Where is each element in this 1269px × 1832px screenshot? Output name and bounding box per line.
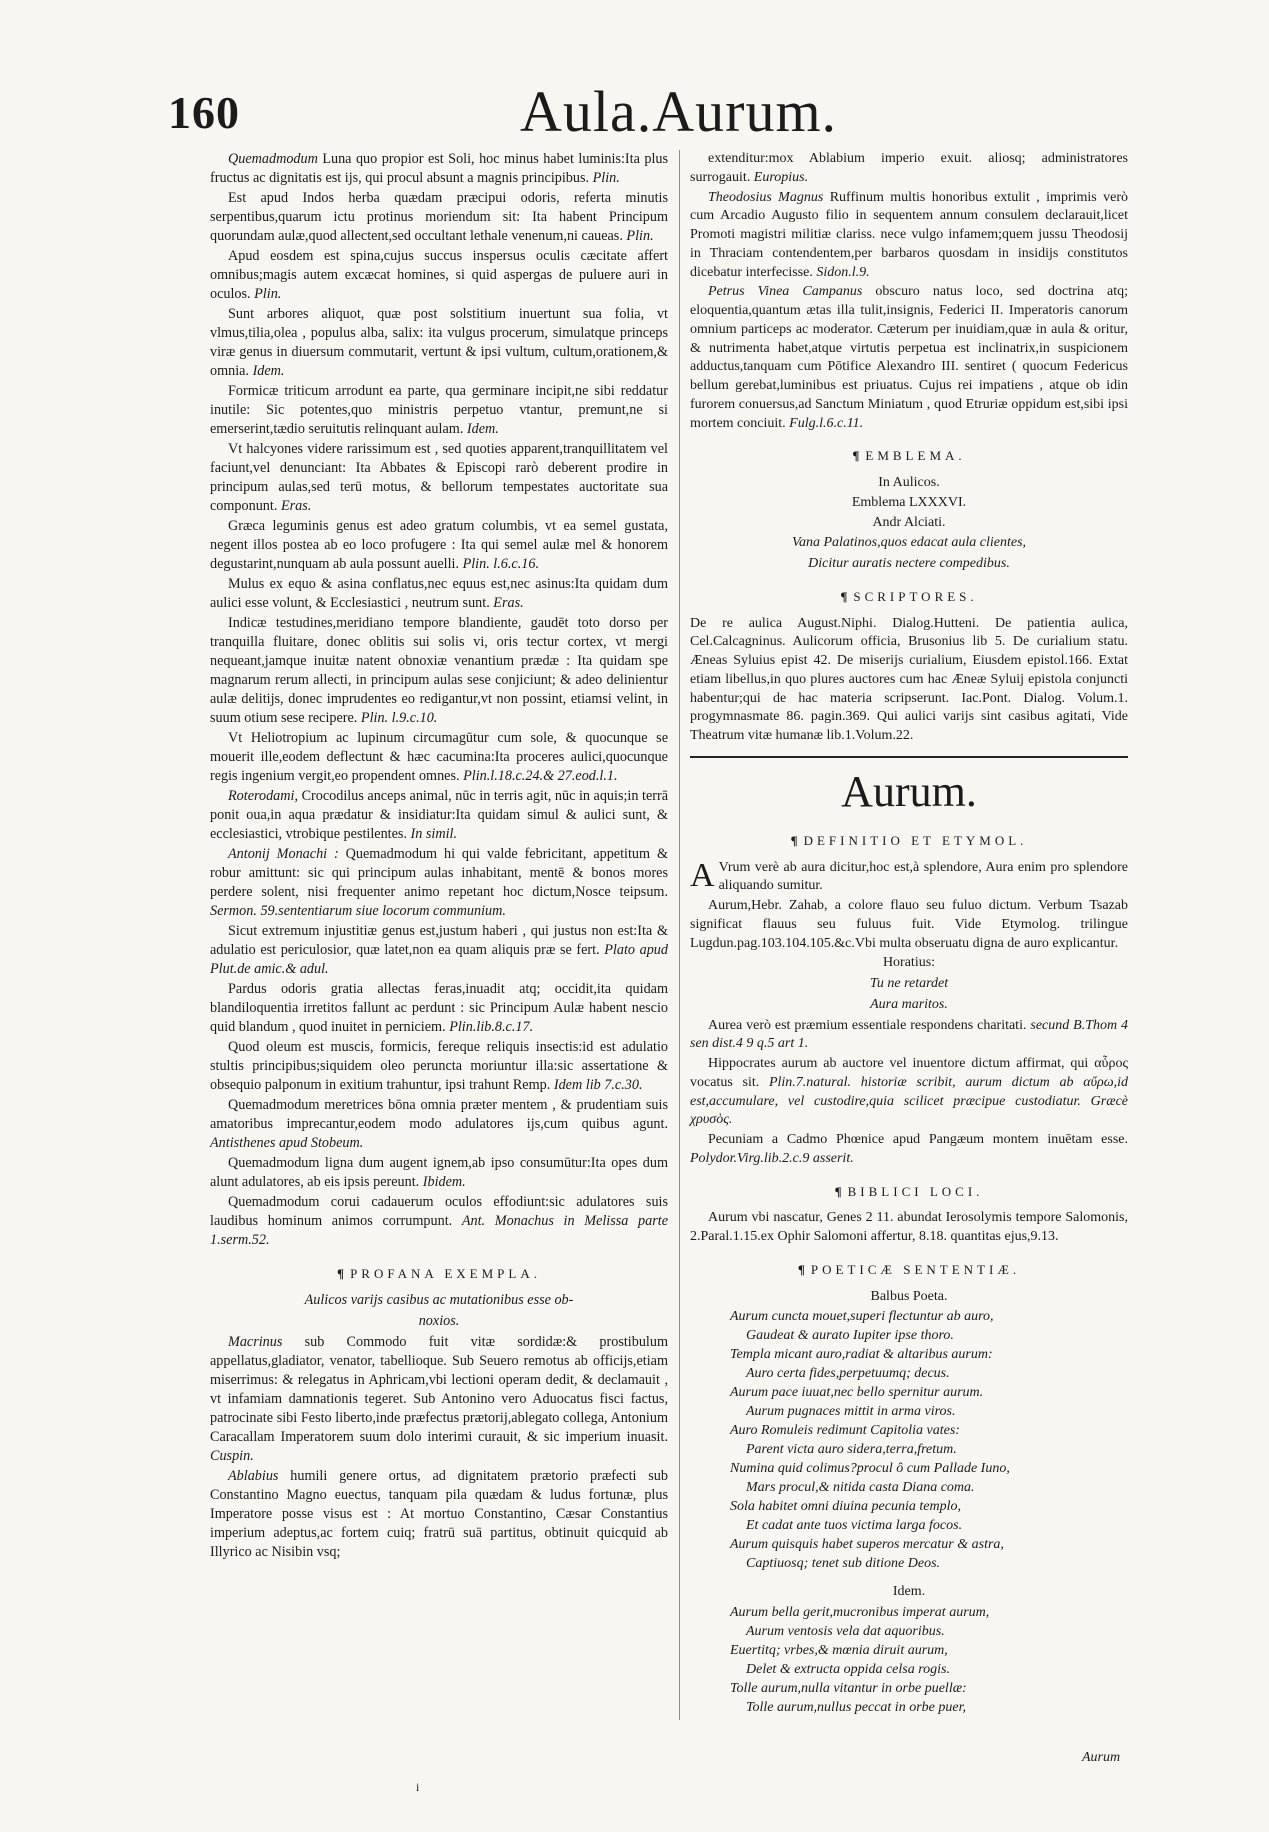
page-number: 160 <box>168 87 240 138</box>
emblema-line-1: In Aulicos. <box>878 475 940 490</box>
paragraph-text: Quod oleum est muscis, formicis, fereque reliquis insectis:id est adulatio stultis principibus;siquidem oleo peruncta moriuntur illa:sic assertatione & obsequio palponum in exitium trahuntur, ipsi trahunt Remp. <box>210 1039 668 1093</box>
section-mark-icon: ¶ <box>790 832 798 848</box>
paragraph-text: Aurea verò est præmium essentiale respondens charitati. <box>708 1017 1027 1033</box>
balbus-verse-line: Captiuosq; tenet sub ditione Deos. <box>746 1556 941 1572</box>
emblema-verse-1: Vana Palatinos,quos edacat aula clientes, <box>791 535 1027 551</box>
paragraph-text: Apud eosdem est spina,cujus succus inspersus oculis cæcitate affert omnibus;magis autem excæcat homines, si quid aspergas de puluere auri in oculos. <box>210 248 668 302</box>
paragraph-text: Sicut extremum injustitiæ genus est,justum haberi , qui justus non est:Ita & adulatio est periculosior, quæ latet,non ea quam aliquis præ se fert. <box>210 923 668 958</box>
idem-verse <box>690 1603 1128 1717</box>
paragraph-text: Quemadmodum hi qui valde febricitant, appetitum & robur amittunt: sic qui principum aulas inhabitant, mentē & bonos mores perdere solent, nisi frequenter animo repetant hoc dictum,Nosce teipsum. <box>210 846 668 900</box>
definitio-heading-text: DEFINITIO ET ETYMOL. <box>803 832 1028 848</box>
biblici-heading-text: BIBLICI LOCI. <box>847 1183 984 1199</box>
emblema-heading <box>690 447 1128 466</box>
paragraph-citation: Plin.7.natural. historiæ scribit, aurum dictum ab αὔρω,id est,accumulare, vel custodire,quia scilicet præcipue custodiatur. Græcè χρυσὸς. <box>690 1074 1129 1128</box>
paragraph-text: Vt halcyones videre rarissimum est , sed quoties apparent,tranquillitatem vel faciunt,vel denunciant: Ita Abbates & Episcopi rarò deberent prodire in principum aulas,sed terū motus, & bellorum tempestates auctoritate sua componunt. <box>210 441 668 514</box>
right-paragraphs <box>690 150 1128 433</box>
balbus-verse-line: Gaudeat & aurato Iupiter ipse thoro. <box>746 1328 954 1344</box>
paragraph-lead: Quemadmodum <box>228 151 318 167</box>
biblici-heading <box>690 1183 1128 1202</box>
paragraph-text: Est apud Indos herba quædam præcipui odoris, referta minutis serpentibus,quarum ictu protinus moriendum sit: Ita habent Principum quorundam aulæ,quod allectent,sed occultant lethale venenum,ni caueas. <box>210 190 668 244</box>
balbus-verse-line: Auro certa fides,perpetuumq; decus. <box>746 1366 950 1382</box>
aurum-paragraph <box>690 1017 1128 1055</box>
definitio-heading <box>690 832 1128 851</box>
paragraph-text: Indicæ testudines,meridiano tempore blandiente, gaudēt toto dorso per tranquilla fluitare, donec oblitis sui solis vi, oris tectur cortex, vt mergi nequeant,jamque inuitæ natent obnoxiæ venantium prædæ : Ita quidam spe magnarum rerum allecti, in principum aulas sese conjiciunt; & adeo delinientur aulæ delitijs, donec imprudentes eo redigantur,vt non possint, etiamsi velint, in suum otium sese recipere. <box>210 615 668 726</box>
aurum-paragraph <box>690 1131 1128 1169</box>
profana-subtitle-line-1: Aulicos varijs casibus ac mutationibus esse ob- <box>304 1292 574 1308</box>
paragraph-text: Quemadmodum meretrices bōna omnia præter mentem , & prudentiam suis amatoribus imprecantur,eodem modo adulatores ijs,cum quibus agunt. <box>210 1097 668 1132</box>
left-paragraph <box>210 1038 668 1095</box>
paragraph-citation: Plin. <box>592 170 620 186</box>
paragraph-lead: Ablabius <box>228 1468 279 1484</box>
balbus-verse-line: Aurum pugnaces mittit in arma viros. <box>746 1404 956 1420</box>
paragraph-citation: In simil. <box>410 826 458 842</box>
emblema-verse-2: Dicitur auratis nectere compedibus. <box>808 556 1010 571</box>
balbus-verse-line: Sola habitet omni diuina pecunia templo, <box>730 1499 961 1515</box>
column-divider <box>679 150 680 1720</box>
paragraph-citation: Plin. <box>626 228 654 244</box>
emblema-heading-text: EMBLEMA. <box>865 448 966 464</box>
aurum-paragraphs-2 <box>690 1017 1128 1169</box>
aurum-paragraph-2: Aurum,Hebr. Zahab, a colore flauo seu fuluo dictum. Verbum Tsazab significat flauus seu fuluus fuit. Vide Etymolog. trilingue Lugdun.pag.103.104.105.&c.Vbi multa obseruatu digna de auro explicantur. <box>690 898 1128 951</box>
paragraph-citation: Cuspin. <box>210 1448 254 1464</box>
balbus-verse-line: Aurum quisquis habet superos mercatur & astra, <box>730 1537 1004 1553</box>
section-mark-icon: ¶ <box>840 588 848 604</box>
section-mark-icon: ¶ <box>337 1266 345 1281</box>
paragraph-text: Ruffinum multis honoribus extulit , imprimis verò cum Arcadio Augusto filio in sequentem annum consulem declarauit,licet Promoti magistri militiæ clariss. nece vulgo infamem;quem jussu Theodosij in Thraciam contendentem,per barbaros quosdam in insidijs constitutos dicebatur interfecisse. <box>690 189 1128 280</box>
balbus-verse-line: Templa micant auro,radiat & altaribus aurum: <box>730 1347 993 1363</box>
balbus-verse-line: Numina quid colimus?procul ô cum Pallade Iuno, <box>730 1461 1010 1477</box>
profana-subtitle-line-2: noxios. <box>418 1313 460 1329</box>
drop-cap-a: A <box>690 856 715 894</box>
paragraph-lead: Petrus Vinea Campanus <box>708 284 863 300</box>
scriptores-text: De re aulica August.Niphi. Dialog.Hutteni. De patientia aulica, Cel.Calcagninus. Aulicorum officia, Brusonius lib 5. De curialium statu. Æneas Syluius epist 42. De miserijs curialium, Eiusdem epistol.166. Extat etiam libellus,in quo plures auctores cum hac Æneæ Syluij epistola conjuncti habentur;qui de hac materia scripserunt. Iac.Pont. Dialog. Volum.1. progymnasmate 86. pagin.369. Qui aulici varijs sint casibus agitati, Vide Theatrum vitæ humanæ lib.1.Volum.22. <box>690 615 1128 743</box>
idem-verse-line: Delet & extructa oppida celsa rogis. <box>746 1662 950 1677</box>
right-paragraph <box>690 150 1128 188</box>
left-paragraphs <box>210 150 668 1250</box>
profana-heading-text: PROFANA EXEMPLA. <box>350 1266 541 1281</box>
left-paragraph <box>210 189 668 246</box>
paragraph-citation: Fulg.l.6.c.11. <box>789 415 864 431</box>
paragraph-citation: Sidon.l.9. <box>816 264 870 280</box>
left-paragraph <box>210 1193 668 1250</box>
paragraph-citation: Plin. l.6.c.16. <box>462 556 540 572</box>
aurum-paragraph-1 <box>690 856 1128 897</box>
right-column <box>690 150 1128 1717</box>
paragraph-text: Quemadmodum ligna dum augent ignem,ab ipso consumūtur:Ita opes dum alunt adulatores, ab eis ipsis pereunt. <box>210 1155 668 1190</box>
paragraph-text: Pecuniam a Cadmo Phœnice apud Pangæum montem inuētam esse. <box>708 1132 1128 1147</box>
paragraph-text: Formicæ triticum arrodunt ea parte, qua germinare incipit,ne sibi reddatur inutile: Sic potentes,quo ministris perpetuo vtantur, premunt,ne si emerserint,tædio seruitutis relinquant aulam. <box>210 383 668 437</box>
idem-verse-line: Aurum ventosis vela dat aquoribus. <box>746 1624 945 1639</box>
left-paragraph <box>210 787 668 844</box>
right-paragraph <box>690 283 1128 433</box>
idem-verse-line: Tolle aurum,nulla vitantur in orbe puellæ: <box>730 1681 967 1696</box>
profana-paragraph <box>210 1333 668 1466</box>
horatius-verse-1: Tu ne retardet <box>869 976 949 991</box>
aurum-paragraph <box>690 1055 1128 1130</box>
paragraph-text: obscuro natus loco, sed doctrina atq; eloquentia,quantum ætas illa tulit,insignis, Federici II. Imperatoris canorum omnium particeps ac moderator. Cæterum per inuidiam,quæ in aula & oritur, & nutrimenta habet,atque virtutis perpetua est inclinatrix,in suspicionem adductus,tanquam cum Pōtifice Alexandro III. sentiret ( quocum Federicus bellum gerebat,luminibus est priuatus. Cujus rei impatiens , atque ob idin furorem conuersus,ad Sanctum Miniatum , quod Etruriæ oppidum est,sibi ipsi mortem conciuit. <box>690 284 1128 431</box>
paragraph-citation: Eras. <box>280 498 312 514</box>
paragraph-text: Hippocrates aurum ab auctore vel inuentore dictum affirmat, qui αὖρος vocatus sit. <box>690 1056 1128 1090</box>
paragraph-text: Crocodilus anceps animal, nūc in terris agit, nūc in aquis;in terrā ponit oua,in aqua prædatur & insidiatur:Ita quidam simul & aulici sunt, & ecclesiastici, vtrobique pestilentes. <box>210 788 669 842</box>
idem-verse-line: Aurum bella gerit,mucronibus imperat aurum, <box>730 1605 990 1620</box>
paragraph-citation: Idem lib 7.c.30. <box>553 1077 643 1093</box>
signature-mark: i <box>416 1780 420 1794</box>
balbus-verse-line: Auro Romuleis redimunt Capitolia vates: <box>730 1423 960 1439</box>
paragraph-lead: Antonij Monachi : <box>228 846 339 862</box>
left-paragraph <box>210 305 668 381</box>
paragraph-citation: Eras. <box>493 595 524 611</box>
idem-label: Idem. <box>892 1584 926 1600</box>
paragraph-text: Vt Heliotropium ac lupinum circumagūtur cum sole, & quocunque se mouerit ille,eodem deflectunt & hæc cacumina:Ita proceres aulici,quocunque regis ingenium vergit,eo propendent omnes. <box>210 730 668 784</box>
paragraph-citation: Plato apud Plut.de amic.& adul. <box>210 942 668 977</box>
paragraph-citation: Ibidem. <box>422 1174 466 1190</box>
balbus-verse-line: Parent victa auro sidera,terra,fretum. <box>746 1442 957 1458</box>
idem-verse-line: Tolle aurum,nullus peccat in orbe puer, <box>746 1700 966 1715</box>
paragraph-citation: Ant. Monachus in Melissa parte 1.serm.52. <box>210 1213 668 1248</box>
paragraph-text: Sunt arbores aliquot, quæ post solstitium inuertunt sua folia, vt vlmus,tilia,olea , populus alba, salix: ita vulgus procerum, simulatque princeps viræ genus in diuersum commutarit, vertunt & ipsi vultum, cultum,orationem,& omnia. <box>210 306 668 379</box>
paragraph-citation: Sermon. 59.sententiarum siue locorum communium. <box>210 903 506 919</box>
profana-paragraph <box>210 1467 668 1562</box>
paragraph-citation: Plin.l.18.c.24.& 27.eod.l.1. <box>463 768 618 784</box>
left-paragraph <box>210 1096 668 1153</box>
paragraph-citation: Plin.lib.8.c.17. <box>449 1019 534 1035</box>
scriptores-heading-text: SCRIPTORES. <box>853 588 978 604</box>
catchword: Aurum <box>1082 1750 1121 1765</box>
paragraph-citation: Europius. <box>753 169 809 185</box>
left-paragraph <box>210 1154 668 1192</box>
balbus-verse-line: Et cadat ante tuos victima larga focos. <box>746 1518 963 1534</box>
paragraph-citation: Antisthenes apud Stobeum. <box>210 1135 364 1151</box>
paragraph-text: Pardus odoris gratia allectas feras,inuadit atq; occidit,ita quidam blandiloquentia irretitos fallunt ac perdunt : sic Principum Aulæ habent nescio quid blandum , quod inuitet in perniciem. <box>210 981 668 1035</box>
paragraph-lead: Macrinus <box>228 1334 283 1350</box>
poeticae-heading-text: POETICÆ SENTENTIÆ. <box>810 1261 1021 1277</box>
balbus-verse-line: Aurum cuncta mouet,superi flectuntur ab auro, <box>730 1309 994 1325</box>
balbus-label: Balbus Poeta. <box>870 1288 948 1304</box>
left-paragraph <box>210 440 668 516</box>
paragraph-lead: Roterodami, <box>228 788 299 804</box>
paragraph-text: Quemadmodum corui cadauerum oculos effodiunt:sic adulatores suis laudibus hominum animos corrumpunt. <box>210 1194 668 1229</box>
aurum-title: Aurum. <box>841 766 977 816</box>
profana-paragraphs <box>210 1333 668 1562</box>
left-paragraph <box>210 575 668 613</box>
left-paragraph <box>210 382 668 439</box>
section-mark-icon: ¶ <box>834 1183 842 1199</box>
poeticae-heading <box>690 1261 1128 1280</box>
emblema-line-3: Andr Alciati. <box>872 514 946 530</box>
running-head: Aula.Aurum. <box>520 79 838 144</box>
left-paragraph <box>210 922 668 979</box>
paragraph-citation: Plin. l.9.c.10. <box>360 710 438 726</box>
left-paragraph <box>210 247 668 304</box>
paragraph-citation: Idem. <box>252 363 285 379</box>
paragraph-text: Græca leguminis genus est adeo gratum columbis, vt ea semel gustata, negent illos postea ab eo loco profugere : Ita qui semel aulæ mel & honorem degustarint,nunquam ab aula possunt auelli. <box>210 518 668 572</box>
paragraph-text: Luna quo propior est Soli, hoc minus habet luminis:Ita plus fructus ac dignitatis est ijs, qui procul absunt a magnis principibus. <box>210 151 668 186</box>
biblici-text: Aurum vbi nascatur, Genes 2 11. abundat Ierosolymis tempore Salomonis, 2.Paral.1.15.ex Ophir Salomoni affertur, 8.18. quantitas ejus,9.13. <box>690 1210 1128 1244</box>
paragraph-text: humili genere ortus, ad dignitatem prætorio præfecti sub Constantino Magno euectus, tanquam pila quædam & ludus fortunæ, plus Imperatore posse visus est : At mortuo Constantino, Cæsar Constantius imperium adeptus,ac fortem cuiq; fratrū suā partitus, obtinuit quicquid ab Illyrico ac Nisibin vsq; <box>210 1468 668 1560</box>
left-paragraph <box>210 729 668 786</box>
horatius-verse-2: Aura maritos. <box>870 996 948 1012</box>
paragraph-citation: secund B.Thom 4 sen dist.4 9 q.5 art 1. <box>690 1017 1128 1052</box>
paragraph-text: extenditur:mox Ablabium imperio exuit. aliosq; administratores surrogauit. <box>690 151 1128 185</box>
paragraph-citation: Polydor.Virg.lib.2.c.9 asserit. <box>690 1150 854 1166</box>
balbus-verse-line: Mars procul,& nitida casta Diana coma. <box>746 1480 975 1496</box>
left-paragraph <box>210 845 668 921</box>
paragraph-text: Mulus ex equo & asina conflatus,nec equus est,nec asinus:Ita quidam dum aulici esse volunt, & Ecclesiastici , neutrum sunt. <box>210 576 668 611</box>
paragraph-lead: Theodosius Magnus <box>708 189 824 205</box>
left-column <box>210 150 668 1563</box>
profana-heading <box>210 1264 668 1283</box>
section-rule <box>690 756 1128 758</box>
balbus-verse-line: Aurum pace iuuat,nec bello spernitur aurum. <box>730 1385 984 1401</box>
emblema-line-2: Emblema LXXXVI. <box>851 494 967 510</box>
left-paragraph <box>210 980 668 1037</box>
horatius-label: Horatius: <box>882 955 936 971</box>
left-paragraph <box>210 614 668 728</box>
balbus-verse <box>690 1307 1128 1573</box>
aurum-paragraph-1-text: Vrum verè ab aura dicitur,hoc est,à splendore, Aura enim pro splendore aliquando sumitur. <box>718 859 1128 894</box>
idem-verse-line: Euertitq; vrbes,& mœnia diruit aurum, <box>730 1643 948 1658</box>
section-mark-icon: ¶ <box>797 1261 805 1277</box>
left-paragraph <box>210 517 668 574</box>
paragraph-text: sub Commodo fuit vitæ sordidæ:& prostibulum appellatus,gladiator, venator, tabellioque. Sub Seuero remotus ab officijs,etiam miserrimus: & relegatus in Aphricam,vbi lectioni operam dedit, & declamauit , vt infamiam damnationis tegeret. Sub Antonino vero Aduocatus fisci factus, patrocinate sibi Festo liberto,inde præfectus prætorij,ablegato collega, Antonium Caracallam Imperatorem suum dolo interimi curauit, & sic imperium inuasit. <box>210 1334 669 1445</box>
scriptores-heading <box>690 588 1128 607</box>
section-mark-icon: ¶ <box>852 448 860 464</box>
paragraph-citation: Idem. <box>466 421 499 437</box>
paragraph-citation: Plin. <box>254 286 282 302</box>
right-paragraph <box>690 189 1128 283</box>
left-paragraph <box>210 150 668 188</box>
